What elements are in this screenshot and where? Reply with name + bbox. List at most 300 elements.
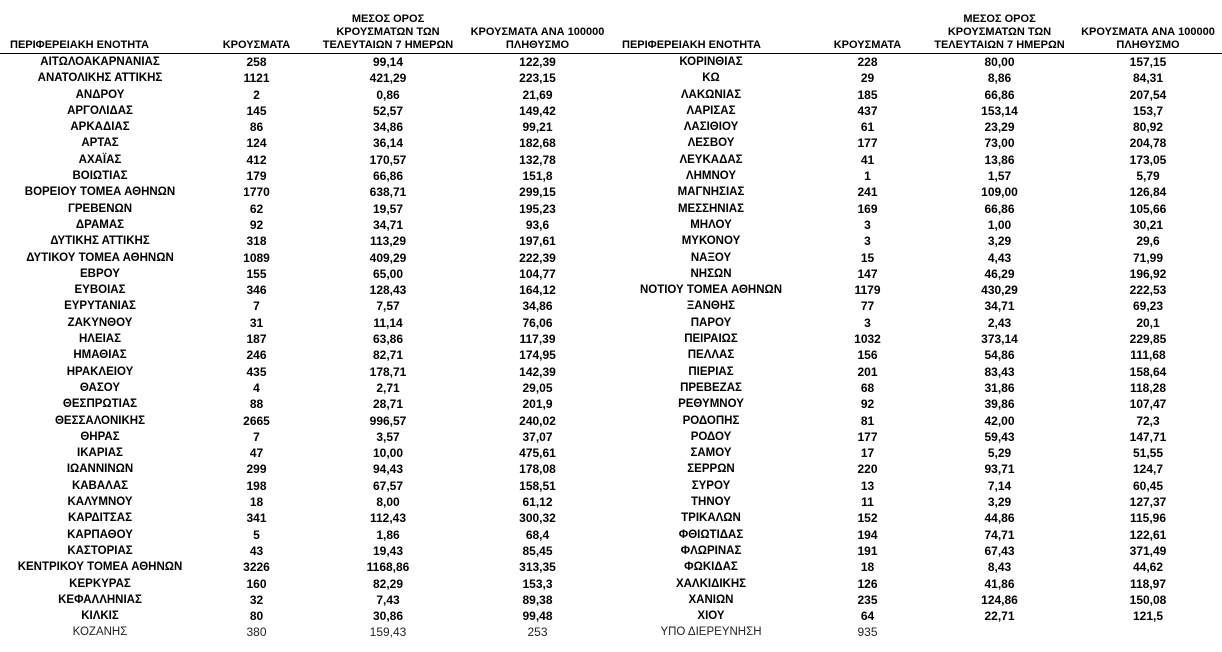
per100k-cell: 21,69 [522, 87, 553, 102]
region-name-cell: ΘΗΡΑΣ [80, 430, 120, 443]
per100k-cell: 201,9 [522, 397, 553, 412]
region-name-cell: ΡΟΔΟΠΗΣ [682, 414, 740, 427]
table-row [612, 250, 1222, 266]
per100k-cell: 253 [527, 625, 548, 640]
region-name-cell: ΑΡΓΟΛΙΔΑΣ [67, 104, 133, 117]
table-row [0, 266, 612, 282]
avg7-cell: 1,86 [376, 527, 400, 542]
per100k-cell: 197,61 [519, 234, 556, 249]
region-name-cell: ΙΚΑΡΙΑΣ [77, 447, 123, 460]
region-name-cell: ΡΟΔΟΥ [690, 430, 732, 443]
cases-cell: 177 [857, 136, 878, 151]
per100k-cell: 37,07 [522, 429, 553, 444]
per100k-cell: 157,15 [1129, 55, 1167, 69]
per100k-cell: 196,92 [1129, 266, 1167, 281]
table-row [612, 527, 1222, 543]
table-row [0, 135, 612, 151]
table-row [612, 429, 1222, 445]
cases-cell: 1 [864, 169, 871, 184]
table-row [612, 396, 1222, 412]
per100k-cell: 118,28 [1129, 380, 1167, 395]
avg7-cell: 2,71 [376, 380, 400, 395]
table-row [0, 233, 612, 249]
cases-cell: 88 [249, 397, 264, 412]
table-row [0, 87, 612, 103]
cases-cell: 935 [857, 625, 878, 640]
table-row [612, 233, 1222, 249]
avg7-cell: 39,86 [984, 397, 1015, 412]
table-row [0, 380, 612, 396]
per100k-cell: 124,7 [1132, 462, 1164, 477]
region-name-cell: ΚΑΛΥΜΝΟΥ [67, 496, 133, 509]
table-row [0, 543, 612, 559]
table-row [0, 298, 612, 314]
region-name-cell: ΑΡΚΑΔΙΑΣ [70, 121, 130, 134]
cases-cell: 156 [857, 348, 878, 363]
region-name-cell: ΛΗΜΝΟΥ [685, 170, 737, 183]
table-row [612, 331, 1222, 347]
cases-cell: 3 [864, 315, 871, 330]
per100k-cell: 158,64 [1129, 364, 1167, 379]
avg7-cell: 63,86 [372, 332, 404, 347]
table-row [612, 559, 1222, 575]
per100k-cell: 158,51 [519, 478, 556, 493]
cases-cell: 241 [857, 185, 878, 200]
table-row [612, 380, 1222, 396]
region-name-cell: ΒΟΡΕΙΟΥ ΤΟΜΕΑ ΑΘΗΝΩΝ [24, 186, 176, 199]
table-row [612, 201, 1222, 217]
cases-cell: 13 [860, 478, 875, 493]
table-row [612, 103, 1222, 119]
region-name-cell: ΗΛΕΙΑΣ [78, 333, 122, 346]
table-row [612, 445, 1222, 461]
per100k-cell: 475,61 [519, 446, 556, 461]
per100k-cell: 61,12 [522, 495, 553, 510]
per100k-cell: 29,05 [522, 380, 553, 395]
avg7-cell: 23,29 [984, 120, 1015, 135]
region-name-cell: ΒΟΙΩΤΙΑΣ [72, 170, 128, 183]
per100k-cell: 182,68 [519, 136, 556, 151]
region-name-cell: ΚΙΛΚΙΣ [81, 610, 119, 623]
per100k-cell [1074, 624, 1222, 640]
table-row [612, 494, 1222, 510]
avg7-cell [925, 624, 1074, 640]
avg7-cell: 44,86 [984, 511, 1015, 526]
per100k-cell: 93,6 [525, 217, 550, 232]
avg7-cell: 99,14 [372, 55, 404, 69]
avg7-cell: 996,57 [369, 413, 407, 428]
cases-cell: 318 [246, 234, 267, 249]
region-name-cell: ΣΥΡΟΥ [691, 479, 731, 492]
avg7-cell: 31,86 [984, 380, 1015, 395]
cases-cell: 15 [860, 250, 875, 265]
right-cases-table [612, 0, 1222, 641]
region-name-cell: ΔΥΤΙΚΟΥ ΤΟΜΕΑ ΑΘΗΝΩΝ [26, 251, 174, 264]
table-row [612, 624, 1222, 640]
region-name-cell: ΞΑΝΘΗΣ [686, 300, 736, 313]
table-row [0, 461, 612, 477]
cases-cell: 124 [246, 136, 267, 151]
avg7-cell: 1,57 [987, 169, 1012, 184]
table-row [0, 592, 612, 608]
avg7-cell: 66,86 [372, 169, 404, 184]
avg7-cell: 153,14 [981, 103, 1018, 118]
per100k-cell: 178,08 [519, 462, 556, 477]
per100k-cell: 115,96 [1129, 511, 1167, 526]
table-row [612, 119, 1222, 135]
region-name-cell: ΖΑΚΥΝΘΟΥ [67, 316, 133, 329]
avg7-cell: 30,86 [372, 609, 404, 624]
per100k-cell: 195,23 [519, 201, 556, 216]
region-name-cell: ΑΙΤΩΛΟΑΚΑΡΝΑΝΙΑΣ [40, 56, 160, 68]
cases-cell: 246 [246, 348, 267, 363]
avg7-cell: 3,29 [987, 234, 1012, 249]
per100k-cell: 44,62 [1132, 560, 1164, 575]
left-table-header [0, 0, 612, 54]
table-row [0, 184, 612, 200]
avg7-cell: 409,29 [369, 250, 407, 265]
avg7-cell: 59,43 [984, 429, 1015, 444]
avg7-cell: 34,71 [372, 217, 404, 232]
table-row [612, 282, 1222, 298]
cases-cell: 18 [860, 560, 875, 575]
avg7-cell: 10,00 [372, 446, 404, 461]
avg7-cell: 159,43 [369, 625, 407, 640]
table-row [612, 364, 1222, 380]
cases-cell: 7 [253, 299, 260, 314]
per100k-cell: 204,78 [1129, 136, 1167, 151]
cases-cell: 43 [249, 543, 264, 558]
region-name-cell: ΠΕΙΡΑΙΩΣ [684, 333, 738, 346]
table-row [0, 347, 612, 363]
avg7-cell: 4,43 [987, 250, 1012, 265]
cases-cell: 220 [857, 462, 878, 477]
per100k-cell: 122,39 [519, 55, 556, 69]
table-row [0, 217, 612, 233]
avg7-cell: 170,57 [369, 152, 407, 167]
cases-cell: 194 [857, 527, 878, 542]
region-name-cell: ΧΙΟΥ [697, 610, 725, 623]
cases-cell: 437 [857, 103, 878, 118]
table-row [0, 119, 612, 135]
per100k-cell: 30,21 [1132, 217, 1164, 232]
per100k-cell: 153,7 [1132, 103, 1164, 118]
avg7-cell: 0,86 [376, 87, 400, 102]
table-row [0, 250, 612, 266]
cases-cell: 258 [246, 55, 267, 69]
region-name-cell: ΧΑΛΚΙΔΙΚΗΣ [675, 577, 747, 590]
region-name-cell: ΝΟΤΙΟΥ ΤΟΜΕΑ ΑΘΗΝΩΝ [639, 284, 783, 297]
cases-cell: 32 [249, 592, 264, 607]
table-row [612, 413, 1222, 429]
table-row [0, 364, 612, 380]
cases-cell: 435 [246, 364, 267, 379]
region-name-cell: ΚΟΡΙΝΘΙΑΣ [679, 56, 743, 68]
per100k-cell: 222,53 [1129, 283, 1167, 298]
region-name-cell: ΧΑΝΙΩΝ [688, 593, 734, 606]
avg7-cell: 373,14 [981, 332, 1018, 347]
avg7-cell: 80,00 [984, 55, 1015, 69]
region-name-cell: ΛΕΣΒΟΥ [687, 137, 735, 150]
per100k-cell: 150,08 [1129, 592, 1167, 607]
avg7-cell: 28,71 [372, 397, 404, 412]
cases-cell: 7 [253, 429, 260, 444]
per100k-cell: 104,77 [519, 266, 556, 281]
cases-cell: 169 [857, 201, 878, 216]
cases-cell: 18 [249, 495, 264, 510]
table-row [0, 103, 612, 119]
region-name-cell: ΤΗΝΟΥ [691, 496, 731, 509]
region-name-cell: ΗΡΑΚΛΕΙΟΥ [66, 365, 134, 378]
avg7-cell: 1,00 [987, 217, 1012, 232]
per100k-cell: 223,15 [519, 71, 556, 86]
cases-cell: 147 [857, 266, 878, 281]
cases-cell: 17 [860, 446, 875, 461]
cases-column-header: ΚΡΟΥΣΜΑΤΑ [222, 39, 291, 51]
table-row [612, 87, 1222, 103]
table-row [0, 413, 612, 429]
cases-cell: 4 [253, 380, 260, 395]
avg7-cell: 65,00 [372, 266, 404, 281]
region-name-cell: ΕΒΡΟΥ [80, 267, 120, 280]
avg7-cell: 112,43 [369, 511, 407, 526]
region-name-cell: ΦΛΩΡΙΝΑΣ [680, 544, 742, 557]
region-name-cell: ΣΕΡΡΩΝ [687, 463, 735, 476]
region-name-cell: ΛΑΡΙΣΑΣ [686, 104, 736, 117]
region-name-cell: ΚΑΒΑΛΑΣ [71, 479, 129, 492]
per100k-cell: 118,97 [1129, 576, 1167, 591]
region-name-cell: ΝΑΞΟΥ [690, 251, 732, 264]
table-row [0, 54, 612, 71]
per100k-cell: 51,55 [1132, 446, 1164, 461]
per100k-cell: 99,48 [522, 609, 553, 624]
region-name-cell: ΦΘΙΩΤΙΔΑΣ [678, 528, 744, 541]
cases-cell: 86 [249, 120, 264, 135]
avg7-cell: 7,57 [376, 299, 400, 314]
table-row [0, 168, 612, 184]
region-name-cell: ΛΑΚΩΝΙΑΣ [680, 88, 742, 101]
table-row [612, 168, 1222, 184]
region-name-cell: ΚΕΝΤΡΙΚΟΥ ΤΟΜΕΑ ΑΘΗΝΩΝ [17, 561, 183, 574]
avg7-cell: 3,29 [987, 495, 1012, 510]
per100k-cell: 68,4 [525, 527, 550, 542]
right-table-header [612, 0, 1222, 54]
table-row [612, 510, 1222, 526]
per100k-cell: 107,47 [1129, 397, 1167, 412]
region-name-cell: ΗΜΑΘΙΑΣ [73, 349, 127, 362]
avg7-cell: 638,71 [369, 185, 407, 200]
cases-cell: 61 [860, 120, 875, 135]
per100k-cell: 105,66 [1129, 201, 1167, 216]
cases-cell: 1770 [243, 185, 270, 200]
table-row [612, 315, 1222, 331]
cases-cell: 2665 [243, 413, 270, 428]
avg7-cell: 5,29 [987, 446, 1012, 461]
avg7-cell: 67,57 [372, 478, 404, 493]
cases-cell: 198 [246, 478, 267, 493]
cases-cell: 346 [246, 283, 267, 298]
region-name-cell: ΕΥΡΥΤΑΝΙΑΣ [64, 300, 136, 313]
avg7-cell: 82,29 [372, 576, 404, 591]
table-row [0, 608, 612, 624]
per100k-cell: 117,39 [519, 332, 556, 347]
per100k-cell: 300,32 [519, 511, 556, 526]
avg7-cell: 66,86 [984, 87, 1015, 102]
left-table-body [0, 54, 612, 641]
table-row [0, 429, 612, 445]
region-name-cell: ΚΑΡΔΙΤΣΑΣ [67, 512, 133, 525]
per100k-column-header: ΚΡΟΥΣΜΑΤΑ ΑΝΑ 100000 ΠΛΗΘΥΣΜΟ [1081, 26, 1215, 51]
left-cases-table [0, 0, 612, 641]
table-row [612, 152, 1222, 168]
per100k-cell: 149,42 [519, 103, 556, 118]
per100k-cell: 240,02 [519, 413, 556, 428]
table-row [0, 494, 612, 510]
per100k-cell: 142,39 [519, 364, 556, 379]
region-name-cell: ΔΥΤΙΚΗΣ ΑΤΤΙΚΗΣ [50, 235, 150, 248]
avg7-cell: 8,00 [376, 495, 400, 510]
avg7-cell: 11,14 [373, 315, 403, 330]
avg7-cell: 42,00 [984, 413, 1015, 428]
region-name-cell: ΜΗΛΟΥ [690, 218, 732, 231]
region-name-cell: ΣΑΜΟΥ [690, 447, 732, 460]
region-name-cell: ΚΑΣΤΟΡΙΑΣ [67, 544, 133, 557]
region-name-cell: ΠΑΡΟΥ [690, 316, 732, 329]
avg7-cell: 128,43 [369, 283, 407, 298]
per100k-cell: 153,3 [522, 576, 553, 591]
region-name-cell: ΚΑΡΠΑΘΟΥ [67, 528, 133, 541]
cases-cell: 47 [249, 446, 264, 461]
cases-cell: 5 [253, 527, 260, 542]
avg7-cell: 113,29 [369, 234, 407, 249]
table-row [0, 331, 612, 347]
cases-cell: 155 [246, 266, 267, 281]
per100k-cell: 60,45 [1132, 478, 1164, 493]
cases-cell: 228 [857, 55, 878, 69]
table-row [0, 315, 612, 331]
table-row [0, 510, 612, 526]
table-row [0, 396, 612, 412]
per100k-cell: 121,5 [1132, 609, 1164, 624]
avg7-cell: 2,43 [987, 315, 1012, 330]
per100k-cell: 84,31 [1132, 71, 1164, 86]
cases-cell: 62 [249, 201, 264, 216]
region-column-header: ΠΕΡΙΦΕΡΕΙΑΚΗ ΕΝΟΤΗΤΑ [10, 39, 150, 51]
avg7-cell: 430,29 [981, 283, 1018, 298]
cases-cell: 187 [246, 332, 267, 347]
per100k-cell: 132,78 [519, 152, 556, 167]
per100k-cell: 29,6 [1136, 234, 1160, 249]
cases-cell: 179 [246, 169, 267, 184]
per100k-cell: 5,79 [1136, 169, 1160, 184]
avg7-cell: 124,86 [981, 592, 1018, 607]
cases-cell: 126 [857, 576, 878, 591]
per100k-cell: 174,95 [519, 348, 556, 363]
region-name-cell: ΠΕΛΛΑΣ [687, 349, 735, 362]
region-name-cell: ΜΥΚΟΝΟΥ [681, 235, 741, 248]
region-name-cell: ΦΩΚΙΔΑΣ [684, 561, 738, 574]
avg7-cell: 3,57 [376, 429, 400, 444]
per100k-cell: 164,12 [519, 283, 556, 298]
per100k-cell: 69,23 [1132, 299, 1164, 314]
table-row [0, 576, 612, 592]
avg7-cell: 7,43 [376, 592, 400, 607]
avg7-cell: 94,43 [372, 462, 404, 477]
avg7-cell: 67,43 [984, 543, 1015, 558]
table-row [0, 201, 612, 217]
table-row [612, 135, 1222, 151]
right-table-body [612, 54, 1222, 641]
region-name-cell: ΛΑΣΙΘΙΟΥ [683, 121, 739, 134]
per100k-cell: 313,35 [519, 560, 556, 575]
region-name-cell: ΘΑΣΟΥ [79, 381, 121, 394]
avg7-cell: 93,71 [984, 462, 1015, 477]
region-name-cell: ΘΕΣΠΡΩΤΙΑΣ [62, 398, 138, 411]
avg7-cell: 34,71 [984, 299, 1015, 314]
avg7-cell: 83,43 [984, 364, 1015, 379]
table-row [612, 54, 1222, 71]
per100k-cell: 71,99 [1132, 250, 1164, 265]
region-name-cell: ΓΡΕΒΕΝΩΝ [67, 202, 133, 215]
region-column-header: ΠΕΡΙΦΕΡΕΙΑΚΗ ΕΝΟΤΗΤΑ [622, 39, 762, 51]
avg7-cell: 34,86 [372, 120, 404, 135]
table-row [612, 217, 1222, 233]
cases-cell: 77 [860, 299, 875, 314]
avg7-cell: 109,00 [981, 185, 1018, 200]
region-name-cell: ΥΠΟ ΔΙΕΡΕΥΝΗΣΗ [660, 626, 762, 639]
cases-cell: 380 [246, 625, 267, 640]
avg7-cell: 8,43 [987, 560, 1012, 575]
table-row [612, 184, 1222, 200]
table-row [0, 624, 612, 640]
cases-cell: 81 [860, 413, 875, 428]
region-name-cell: ΚΩ [702, 72, 720, 85]
avg7-cell: 41,86 [984, 576, 1015, 591]
avg7-column-header: ΜΕΣΟΣ ΟΡΟΣ ΚΡΟΥΣΜΑΤΩΝ ΤΩΝ ΤΕΛΕΥΤΑΙΩΝ 7 ΗΜΕΡΩΝ [322, 13, 454, 51]
table-row [612, 461, 1222, 477]
table-row [0, 152, 612, 168]
avg7-cell: 7,14 [987, 478, 1012, 493]
cases-cell: 201 [857, 364, 878, 379]
cases-cell: 235 [857, 592, 878, 607]
region-name-cell: ΘΕΣΣΑΛΟΝΙΚΗΣ [54, 414, 146, 427]
per100k-cell: 111,68 [1130, 348, 1166, 363]
avg7-cell: 421,29 [369, 71, 407, 86]
cases-cell: 3 [864, 217, 871, 232]
region-name-cell: ΑΧΑΪΑΣ [78, 153, 122, 166]
table-row [612, 478, 1222, 494]
per100k-cell: 127,37 [1129, 495, 1167, 510]
avg7-cell: 52,57 [372, 103, 404, 118]
region-name-cell: ΑΝΑΤΟΛΙΚΗΣ ΑΤΤΙΚΗΣ [37, 72, 163, 85]
region-name-cell: ΜΕΣΣΗΝΙΑΣ [677, 202, 745, 215]
region-name-cell: ΕΥΒΟΙΑΣ [74, 284, 126, 297]
cases-column-header: ΚΡΟΥΣΜΑΤΑ [833, 39, 902, 51]
per100k-cell: 371,49 [1129, 543, 1167, 558]
per100k-cell: 99,21 [522, 120, 553, 135]
region-name-cell: ΡΕΘΥΜΝΟΥ [678, 398, 744, 411]
cases-cell: 1179 [854, 283, 881, 298]
avg7-cell: 66,86 [984, 201, 1015, 216]
table-row [612, 592, 1222, 608]
table-row [612, 298, 1222, 314]
avg7-cell: 13,86 [984, 152, 1015, 167]
cases-cell: 152 [857, 511, 878, 526]
table-row [0, 527, 612, 543]
cases-cell: 177 [857, 429, 878, 444]
cases-cell: 68 [860, 380, 875, 395]
avg7-cell: 19,57 [372, 201, 404, 216]
